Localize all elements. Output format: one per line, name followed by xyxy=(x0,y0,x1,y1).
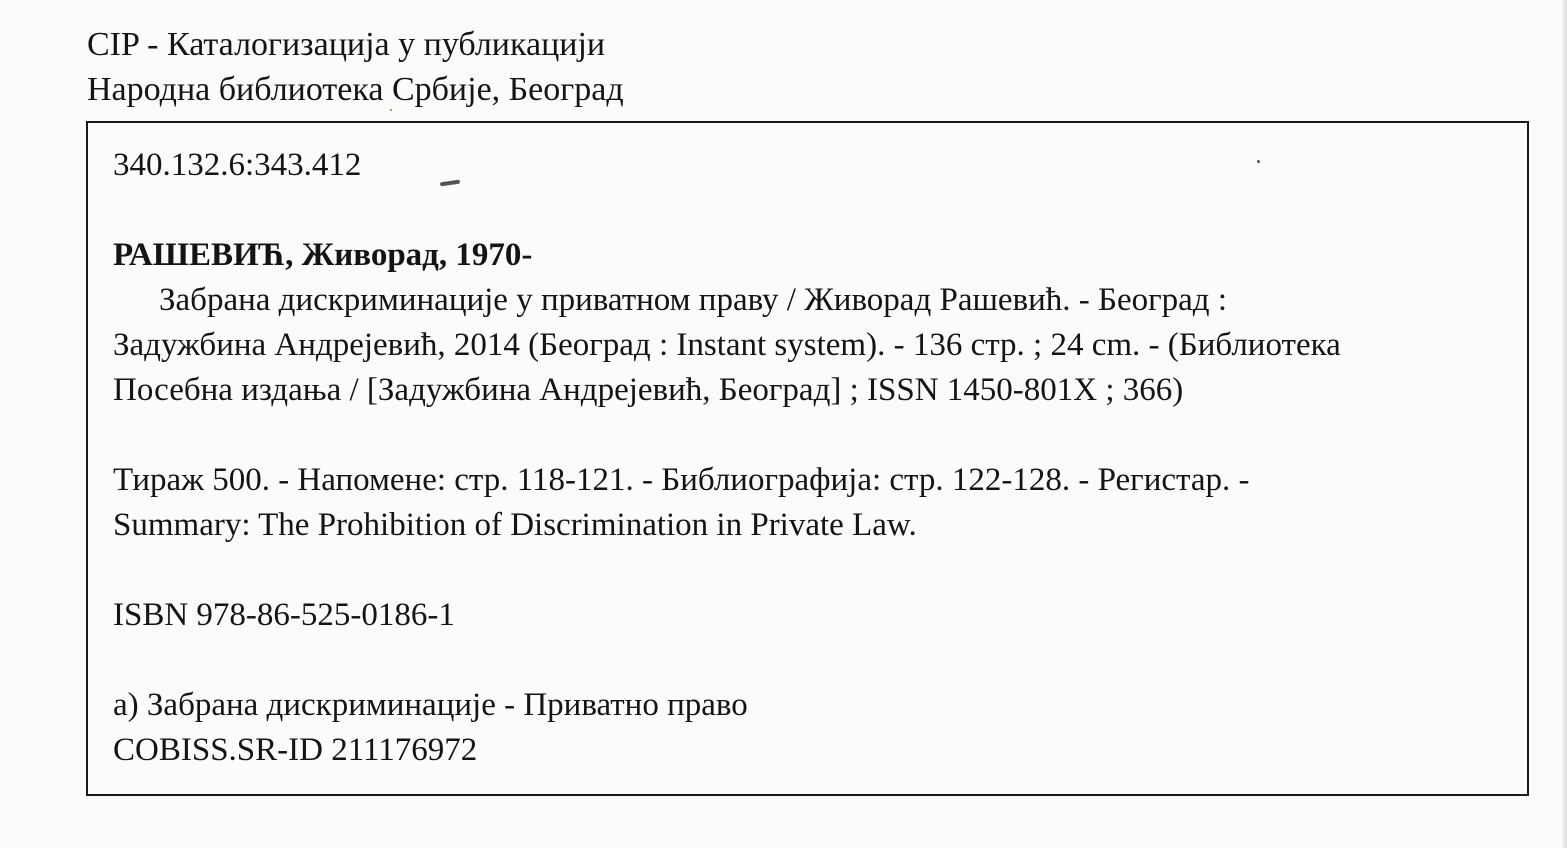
title-statement-line-2: Задужбина Андрејевић, 2014 (Београд : Instant system). - 136 стр. ; 24 cm. - (Библиотека xyxy=(113,327,1341,363)
udc-classification: 340.132.6:343.412 xyxy=(113,147,362,183)
cobiss-id: COBISS.SR-ID 211176972 xyxy=(113,732,478,768)
title-statement-line-1: Забрана дискриминације у приватном праву / Живорад Рашевић. - Београд : xyxy=(159,282,1228,318)
scan-speck xyxy=(1257,160,1260,163)
spacer xyxy=(113,413,1513,458)
cip-header-line-2: Народна библиотека Србије, Београд xyxy=(87,71,624,108)
author-heading: РАШЕВИЋ, Живорад, 1970- xyxy=(113,237,533,273)
spacer xyxy=(113,548,1513,593)
cip-header xyxy=(87,22,624,112)
cip-header-line-1: CIP - Каталогизација у публикацији xyxy=(87,26,606,63)
scan-edge-shadow xyxy=(1561,0,1567,848)
catalog-record-box xyxy=(86,121,1529,796)
scan-speck xyxy=(390,109,392,111)
isbn: ISBN 978-86-525-0186-1 xyxy=(113,597,455,633)
notes-line-1: Тираж 500. - Напомене: стр. 118-121. - Библиографија: стр. 122-128. - Регистар. - xyxy=(113,462,1250,498)
spacer xyxy=(113,638,1513,683)
title-statement-line-3: Посебна издања / [Задужбина Андрејевић, Београд] ; ISSN 1450-801X ; 366) xyxy=(113,372,1184,408)
spacer xyxy=(113,188,1513,233)
subject-heading: а) Забрана дискриминације - Приватно право xyxy=(113,687,748,723)
notes-line-2: Summary: The Prohibition of Discrimination in Private Law. xyxy=(113,507,917,543)
catalog-record-text xyxy=(113,143,1513,773)
